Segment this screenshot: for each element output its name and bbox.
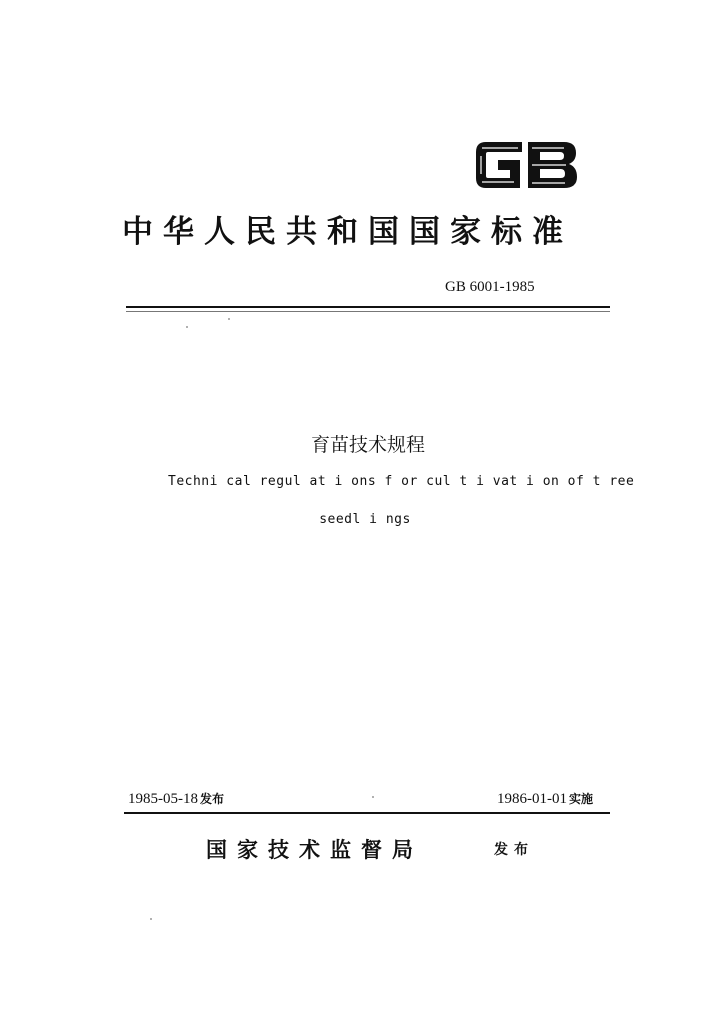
top-divider [126, 306, 610, 308]
gb-logo-icon [472, 134, 580, 196]
publisher-action: 发布 [494, 842, 534, 858]
implementation-date-value: 1986-01-01 [497, 791, 567, 807]
top-divider-thin [126, 311, 610, 312]
implementation-date-label: 实施 [569, 792, 594, 806]
standard-code: GB 6001-1985 [445, 279, 535, 295]
publisher-name: 国家技术监督局 [206, 837, 423, 862]
issue-date-value: 1985-05-18 [128, 791, 198, 807]
bottom-divider [124, 812, 610, 814]
scan-speck [372, 796, 374, 798]
scan-speck [150, 918, 152, 920]
issue-date [128, 790, 224, 808]
document-title-english-line1: Techni cal regul at i ons f or cul t i vat i on of t ree [168, 474, 635, 489]
issue-date-label: 发布 [200, 792, 225, 806]
implementation-date [497, 790, 593, 808]
scan-speck [228, 318, 230, 320]
standard-type-heading: 中华人民共和国国家标准 [122, 214, 573, 250]
document-title-chinese: 育苗技术规程 [310, 434, 425, 456]
scan-speck [186, 326, 188, 328]
document-title-english-line2: seedl i ngs [319, 512, 411, 527]
